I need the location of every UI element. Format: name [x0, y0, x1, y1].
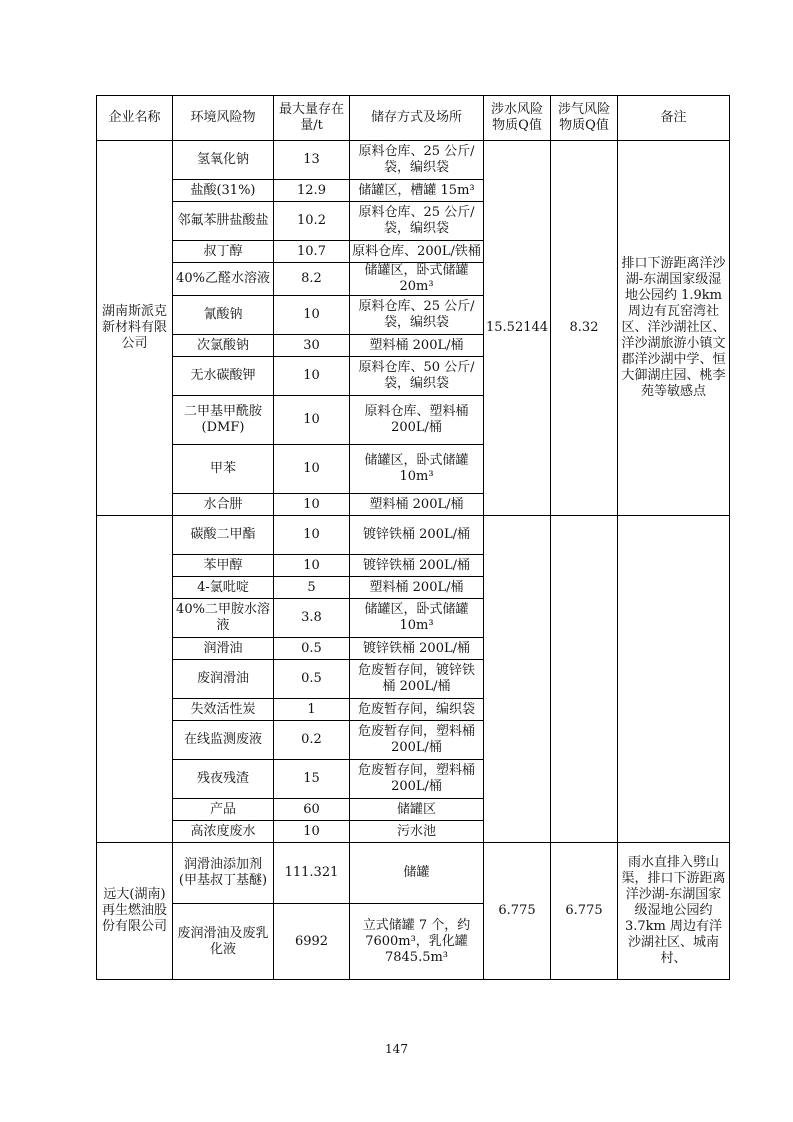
substance-cell: 氰酸钠 — [173, 296, 274, 335]
substance-cell: 邻氟苯肼盐酸盐 — [173, 202, 274, 241]
note-cell: 雨水直排入劈山渠，排口下游距离洋沙湖-东湖国家级湿地公园约 3.7km 周边有洋沙湖社区、城南村、 — [618, 843, 730, 980]
quantity-cell: 6992 — [274, 904, 350, 980]
hazard-inventory-table — [96, 95, 730, 980]
header-company: 企业名称 — [97, 96, 173, 141]
air-q-cell: 6.775 — [551, 843, 618, 980]
storage-cell: 储罐区，槽罐 15m³ — [350, 180, 484, 202]
quantity-cell: 0.2 — [274, 721, 350, 760]
substance-cell: 氢氧化钠 — [173, 141, 274, 180]
table-row — [97, 516, 730, 555]
storage-cell: 危废暂存间，镀锌铁桶 200L/桶 — [350, 660, 484, 699]
quantity-cell: 5 — [274, 577, 350, 599]
quantity-cell: 10 — [274, 821, 350, 843]
quantity-cell: 8.2 — [274, 263, 350, 296]
storage-cell: 镀锌铁桶 200L/桶 — [350, 638, 484, 660]
substance-cell: 残夜残渣 — [173, 760, 274, 799]
air-q-cell — [551, 516, 618, 843]
substance-cell: 无水碳酸钾 — [173, 357, 274, 396]
header-max-quantity: 最大量存在量/t — [274, 96, 350, 141]
substance-cell: 叔丁醇 — [173, 241, 274, 263]
substance-cell: 废润滑油 — [173, 660, 274, 699]
storage-cell: 原料仓库、塑料桶 200L/桶 — [350, 396, 484, 445]
substance-cell: 苯甲醇 — [173, 555, 274, 577]
substance-cell: 二甲基甲酰胺(DMF) — [173, 396, 274, 445]
quantity-cell: 10.2 — [274, 202, 350, 241]
substance-cell: 润滑油添加剂 (甲基叔丁基醚) — [173, 843, 274, 904]
quantity-cell: 15 — [274, 760, 350, 799]
note-cell — [618, 516, 730, 843]
company-name: 湖南斯派克新材料有限公司 — [97, 141, 173, 516]
water-q-cell — [484, 516, 551, 843]
storage-cell: 储罐 — [350, 843, 484, 904]
quantity-cell: 10 — [274, 296, 350, 335]
substance-cell: 在线监测废液 — [173, 721, 274, 760]
storage-cell: 原料仓库、200L/铁桶 — [350, 241, 484, 263]
substance-cell: 水合肼 — [173, 494, 274, 516]
substance-cell: 40%二甲胺水溶液 — [173, 599, 274, 638]
header-air-q: 涉气风险物质Q值 — [551, 96, 618, 141]
air-q-cell: 8.32 — [551, 141, 618, 516]
quantity-cell: 10.7 — [274, 241, 350, 263]
storage-cell: 储罐区，卧式储罐 10m³ — [350, 599, 484, 638]
quantity-cell: 0.5 — [274, 638, 350, 660]
header-substance: 环境风险物 — [173, 96, 274, 141]
substance-cell: 次氯酸钠 — [173, 335, 274, 357]
substance-cell: 润滑油 — [173, 638, 274, 660]
table-row — [97, 141, 730, 180]
storage-cell: 危废暂存间，塑料桶 200L/桶 — [350, 721, 484, 760]
substance-cell: 甲苯 — [173, 445, 274, 494]
water-q-cell: 15.52144 — [484, 141, 551, 516]
substance-cell: 碳酸二甲酯 — [173, 516, 274, 555]
substance-cell: 失效活性炭 — [173, 699, 274, 721]
substance-cell: 4-氯吡啶 — [173, 577, 274, 599]
substance-cell: 盐酸(31%) — [173, 180, 274, 202]
storage-cell: 储罐区，卧式储罐 10m³ — [350, 445, 484, 494]
table-row — [97, 843, 730, 904]
storage-cell: 污水池 — [350, 821, 484, 843]
storage-cell: 危废暂存间，塑料桶 200L/桶 — [350, 760, 484, 799]
water-q-cell: 6.775 — [484, 843, 551, 980]
quantity-cell: 60 — [274, 799, 350, 821]
quantity-cell: 30 — [274, 335, 350, 357]
storage-cell: 原料仓库、25 公斤/袋，编织袋 — [350, 296, 484, 335]
quantity-cell: 10 — [274, 555, 350, 577]
storage-cell: 塑料桶 200L/桶 — [350, 335, 484, 357]
storage-cell: 原料仓库、25 公斤/袋，编织袋 — [350, 202, 484, 241]
substance-cell: 产品 — [173, 799, 274, 821]
quantity-cell: 10 — [274, 357, 350, 396]
quantity-cell: 13 — [274, 141, 350, 180]
storage-cell: 危废暂存间，编织袋 — [350, 699, 484, 721]
quantity-cell: 10 — [274, 445, 350, 494]
quantity-cell: 10 — [274, 494, 350, 516]
header-storage: 储存方式及场所 — [350, 96, 484, 141]
quantity-cell: 10 — [274, 396, 350, 445]
page-number: 147 — [385, 1042, 408, 1056]
quantity-cell: 111.321 — [274, 843, 350, 904]
header-note: 备注 — [618, 96, 730, 141]
storage-cell: 镀锌铁桶 200L/桶 — [350, 555, 484, 577]
storage-cell: 塑料桶 200L/桶 — [350, 494, 484, 516]
storage-cell: 原料仓库、25 公斤/袋，编织袋 — [350, 141, 484, 180]
substance-cell: 废润滑油及废乳化液 — [173, 904, 274, 980]
quantity-cell: 1 — [274, 699, 350, 721]
storage-cell: 储罐区，卧式储罐 20m³ — [350, 263, 484, 296]
quantity-cell: 3.8 — [274, 599, 350, 638]
note-cell: 排口下游距离洋沙湖-东湖国家级湿地公园约 1.9km 周边有瓦窑湾社区、洋沙湖社区、洋沙湖旅游小镇文郡洋沙湖中学、恒大御湖庄园、桃李苑等敏感点 — [618, 141, 730, 516]
company-name: 远大(湖南)再生燃油股份有限公司 — [97, 843, 173, 980]
substance-cell: 40%乙醛水溶液 — [173, 263, 274, 296]
quantity-cell: 10 — [274, 516, 350, 555]
header-water-q: 涉水风险物质Q值 — [484, 96, 551, 141]
quantity-cell: 0.5 — [274, 660, 350, 699]
storage-cell: 塑料桶 200L/桶 — [350, 577, 484, 599]
quantity-cell: 12.9 — [274, 180, 350, 202]
storage-cell: 原料仓库、50 公斤/袋，编织袋 — [350, 357, 484, 396]
company-name — [97, 516, 173, 843]
storage-cell: 立式储罐 7 个，约 7600m³，乳化罐 7845.5m³ — [350, 904, 484, 980]
storage-cell: 储罐区 — [350, 799, 484, 821]
substance-cell: 高浓度废水 — [173, 821, 274, 843]
storage-cell: 镀锌铁桶 200L/桶 — [350, 516, 484, 555]
